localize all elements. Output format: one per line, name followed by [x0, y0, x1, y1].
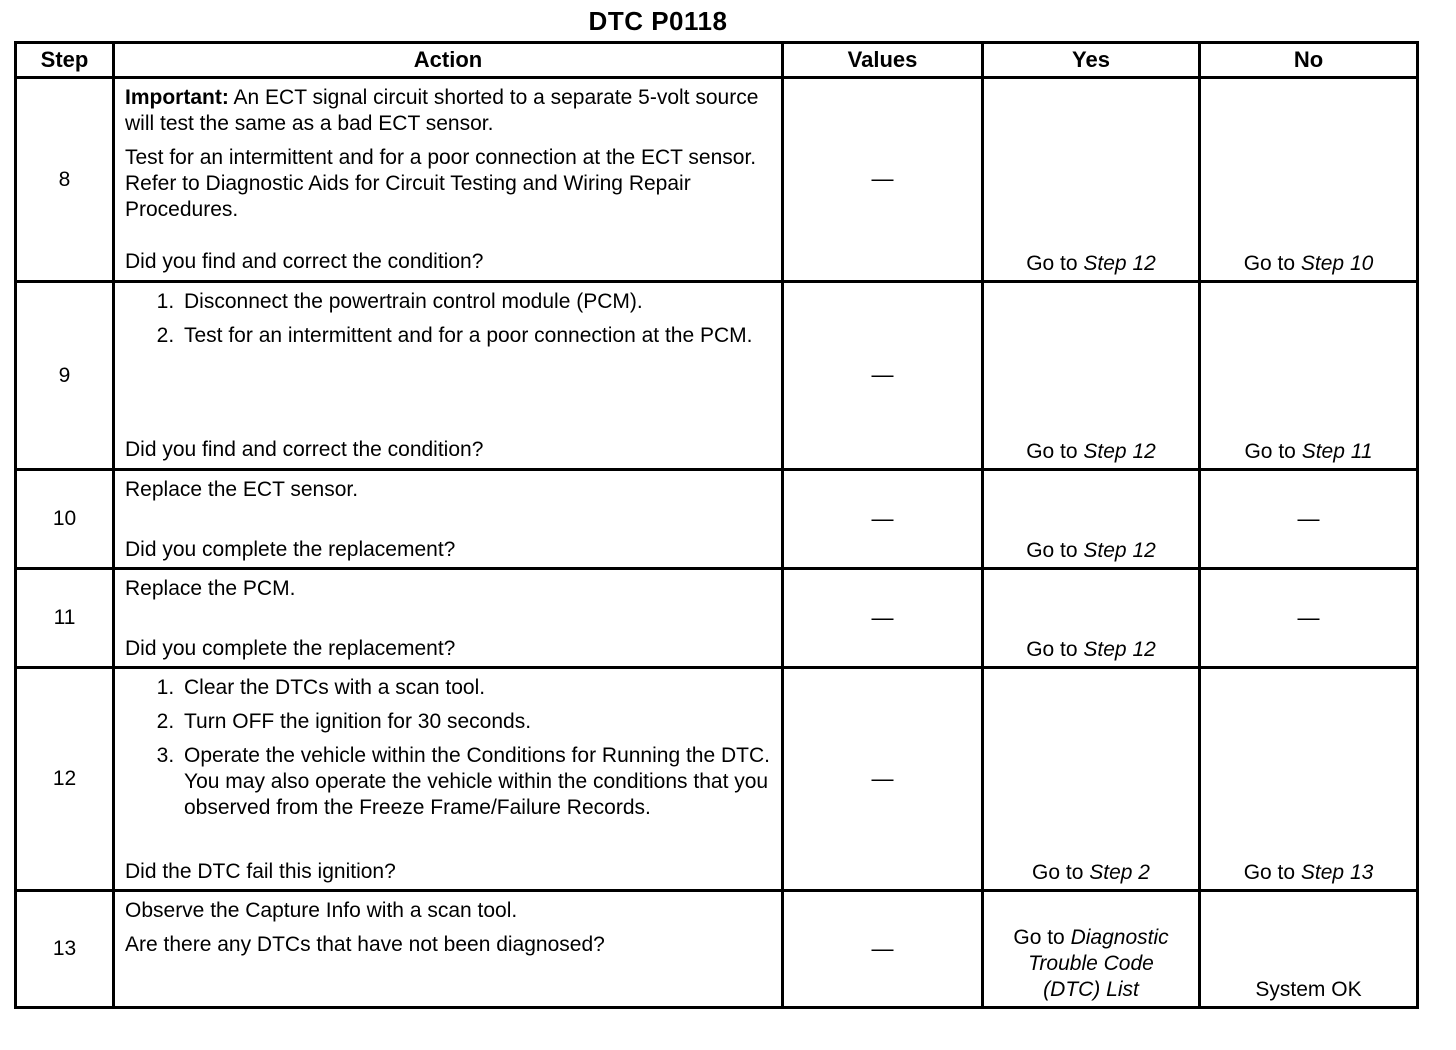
values-cell — [783, 891, 983, 1008]
table-row — [16, 470, 1418, 569]
header-yes: Yes — [983, 43, 1200, 78]
action-question: Did the DTC fail this ignition? — [125, 860, 396, 883]
no-cell — [1200, 470, 1418, 569]
yes-cell — [983, 668, 1200, 891]
action-list — [125, 289, 771, 349]
action-question: Did you complete the replacement? — [125, 538, 456, 561]
table-row — [16, 668, 1418, 891]
no-cell — [1200, 668, 1418, 891]
header-action: Action — [114, 43, 783, 78]
go-to-label: Go to — [1026, 440, 1078, 463]
table-row — [16, 78, 1418, 282]
step-number: 10 — [16, 470, 114, 569]
action-cell — [114, 569, 783, 668]
list-item: 2. Test for an intermittent and for a poor connection at the PCM. — [180, 323, 771, 349]
no-target: Step 13 — [1300, 861, 1374, 884]
yes-cell — [983, 282, 1200, 470]
dash-mark: — — [1297, 604, 1320, 630]
yes-cell — [983, 78, 1200, 282]
list-item: 1. Clear the DTCs with a scan tool. — [180, 675, 771, 701]
header-no: No — [1200, 43, 1418, 78]
action-cell — [114, 78, 783, 282]
go-to-label: Go to — [1026, 252, 1078, 275]
yes-target: Step 12 — [1083, 638, 1156, 661]
header-values: Values — [783, 43, 983, 78]
yes-cell — [983, 569, 1200, 668]
list-item: 1. Disconnect the powertrain control module (PCM). — [180, 289, 771, 315]
table-row — [16, 282, 1418, 470]
no-cell — [1200, 78, 1418, 282]
go-to-label: Go to — [1032, 861, 1084, 884]
go-to-label: Go to — [1243, 861, 1296, 884]
action-cell — [114, 668, 783, 891]
diagnostic-table — [14, 41, 1419, 1009]
table-row — [16, 569, 1418, 668]
go-to-label: Go to — [1243, 252, 1296, 275]
values-cell — [783, 470, 983, 569]
no-result: System OK — [1255, 978, 1362, 1001]
yes-target: Diagnostic Trouble Code (DTC) List — [1028, 926, 1169, 1001]
list-item: 2. Turn OFF the ignition for 30 seconds. — [180, 709, 771, 735]
yes-target: Step 12 — [1083, 440, 1156, 463]
step-number: 8 — [16, 78, 114, 282]
yes-target: Step 2 — [1089, 861, 1150, 884]
go-to-label: Go to — [1026, 539, 1078, 562]
yes-cell — [983, 470, 1200, 569]
no-target: Step 10 — [1300, 252, 1374, 275]
action-text: Replace the ECT sensor. — [125, 478, 359, 501]
no-cell — [1200, 891, 1418, 1008]
step-number: 13 — [16, 891, 114, 1008]
action-text: Test for an intermittent and for a poor connection at the ECT sensor. Refer to Diagnostic Aids for Circuit Testing and Wiring Repair Procedures. — [125, 146, 757, 221]
list-item: 3. Operate the vehicle within the Conditions for Running the DTC. You may also operate the vehicle within the conditions that you observed from the Freeze Frame/Failure Records. — [180, 743, 771, 821]
action-question: Did you find and correct the condition? — [125, 438, 484, 461]
step-number: 9 — [16, 282, 114, 470]
action-text: Observe the Capture Info with a scan tool. — [125, 899, 518, 922]
go-to-label: Go to — [1026, 638, 1078, 661]
action-cell — [114, 282, 783, 470]
table-row — [16, 891, 1418, 1008]
important-note — [125, 85, 771, 137]
dash-mark: — — [871, 604, 894, 630]
values-cell — [783, 569, 983, 668]
action-question: Did you find and correct the condition? — [125, 250, 484, 273]
yes-target: Step 12 — [1083, 252, 1156, 275]
action-cell — [114, 470, 783, 569]
no-target: Step 11 — [1301, 440, 1373, 463]
action-question: Are there any DTCs that have not been diagnosed? — [125, 933, 605, 956]
no-cell — [1200, 282, 1418, 470]
page-title: DTC P0118 — [588, 6, 728, 36]
go-to-label: Go to — [1244, 440, 1296, 463]
dash-mark: — — [871, 935, 894, 961]
header-step: Step — [16, 43, 114, 78]
header-row — [16, 43, 1418, 78]
step-number: 12 — [16, 668, 114, 891]
yes-cell — [983, 891, 1200, 1008]
dash-mark: — — [871, 362, 894, 387]
dash-mark: — — [871, 505, 894, 531]
go-to-label: Go to — [1013, 926, 1065, 949]
values-cell — [783, 668, 983, 891]
dash-mark: — — [871, 765, 894, 791]
step-number: 11 — [16, 569, 114, 668]
action-list — [125, 675, 771, 821]
action-cell — [114, 891, 783, 1008]
important-text: An ECT signal circuit shorted to a separate 5-volt source will test the same as a bad ECT sensor. — [125, 86, 759, 135]
values-cell — [783, 78, 983, 282]
action-question: Did you complete the replacement? — [125, 637, 456, 660]
values-cell — [783, 282, 983, 470]
yes-target: Step 12 — [1083, 539, 1156, 562]
dash-mark: — — [1297, 505, 1320, 531]
no-cell — [1200, 569, 1418, 668]
dash-mark: — — [871, 166, 894, 191]
important-label: Important: — [125, 86, 229, 109]
action-text: Replace the PCM. — [125, 577, 296, 600]
